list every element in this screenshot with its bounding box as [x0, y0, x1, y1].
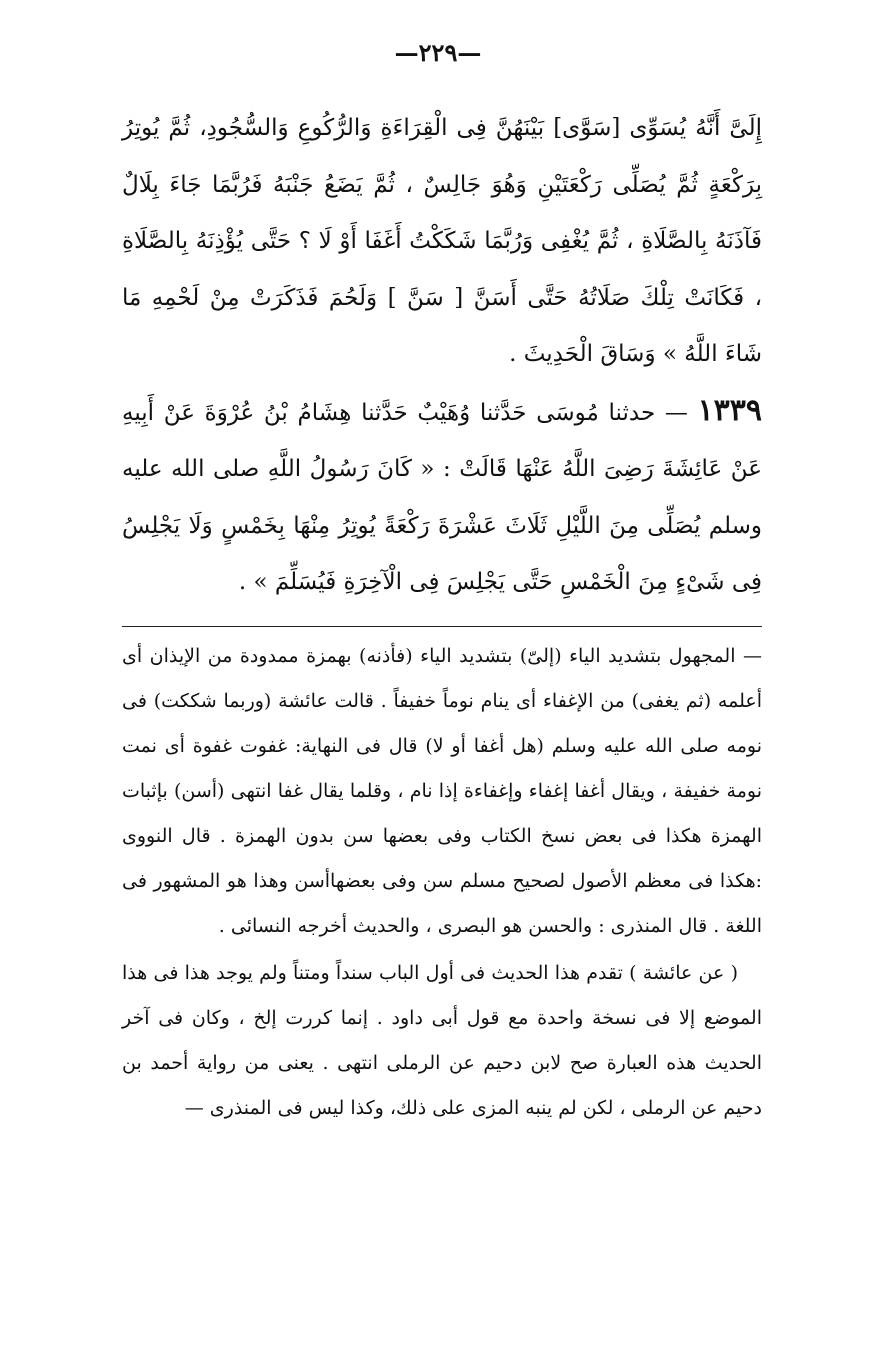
page-number: —٢٢٩— — [394, 38, 482, 67]
hadith-1339 — [122, 383, 762, 611]
hadith-continuation: إِلَىَّ أَنَّهُ يُسَوِّى [سَوَّى] بَيْنَهُنَّ فِى الْقِرَاءَةِ وَالرُّكُوعِ وَالسُّجُودِ، ثُمَّ يُوتِرُ بِرَكْعَةٍ ثُمَّ يُصَلِّى رَكْعَتَيْنِ وَهُوَ جَالِسٌ ، ثُمَّ يَضَعُ جَنْبَهُ فَرُبَّمَا جَاءَ بِلَالٌ فَآذَنَهُ بِالصَّلَاةِ ، ثُمَّ يُغْفِى وَرُبَّمَا شَكَكْتُ أَغَفَا أَوْ لَا ؟ حَتَّى يُؤْذِنَهُ بِالصَّلَاةِ ، فَكَانَتْ تِلْكَ صَلَاتُهُ حَتَّى أَسَنَّ [ سَنَّ ] وَلَحُمَ فَذَكَرَتْ مِنْ لَحْمِهِ مَا شَاءَ اللَّهُ » وَسَاقَ الْحَدِيثَ . — [122, 115, 763, 367]
commentary-paragraph-1: — المجهول بتشديد الياء (إلىّ) بتشديد الياء (فأذنه) بهمزة ممدودة من الإيذان أى أعلمه (ثم يغفى) من الإغفاء أى ينام نوماً خفيفاً . قالت عائشة (وربما شككت) فى نومه صلى الله عليه وسلم (هل أغفا أو لا) قال فى النهاية: غفوت غفوة أى نمت نومة خفيفة ، ويقال أغفا إغفاء وإغفاءة إذا نام ، وقلما يقال غفا انتهى (أسن) بإثبات الهمزة هكذا فى بعض نسخ الكتاب وفى بعضها سن بدون الهمزة . قال النووى :هكذا فى معظم الأصول لصحيح مسلم سن وفى بعضهاأسن وهذا هو المشهور فى اللغة . قال المنذرى : والحسن هو البصرى ، والحديث أخرجه النسائى . — [122, 645, 762, 937]
commentary-paragraph-2: ( عن عائشة ) تقدم هذا الحديث فى أول الباب سنداً ومتناً ولم يوجد هذا فى هذا الموضع إلا فى نسخة واحدة مع قول أبى داود . إنما كررت إلخ ، وكان فى آخر الحديث هذه العبارة صح لابن دحيم عن الرملى انتهى . يعنى من رواية أحمد بن دحيم عن الرملى ، لكن لم ينبه المزى على ذلك، وكذا ليس فى المنذرى — — [122, 962, 762, 1119]
hadith-text: — حدثنا مُوسَى حَدَّثنا وُهَيْبٌ حَدَّثنا هِشَامُ بْنُ عُرْوَةَ عَنْ أَبِيهِ عَنْ عَائِشَةَ رَضِىَ اللَّهُ عَنْهَا قَالَتْ : « كَانَ رَسُولُ اللَّهِ صلى الله عليه وسلم يُصَلِّى مِنَ اللَّيْلِ ثَلَاثَ عَشْرَةَ رَكْعَةً يُوتِرُ مِنْهَا بِخَمْسٍ وَلَا يَجْلِسُ فِى شَىْءٍ مِنَ الْخَمْسِ حَتَّى يَجْلِسَ فِى الْآخِرَةِ فَيُسَلِّمَ » . — [122, 399, 762, 595]
commentary — [122, 634, 762, 1131]
main-text — [122, 100, 762, 611]
hadith-number: ١٣٣٩ — [697, 392, 762, 428]
footnote-divider — [122, 626, 762, 627]
